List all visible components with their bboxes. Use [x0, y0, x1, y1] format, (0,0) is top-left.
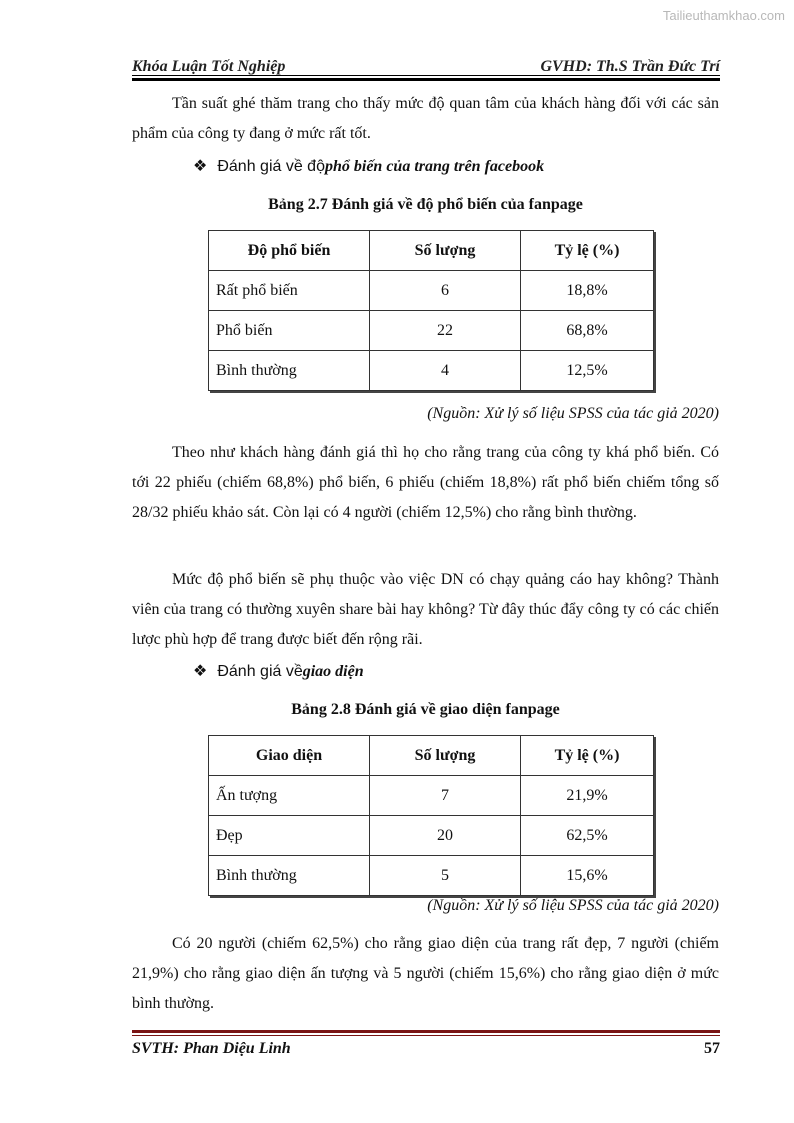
- page-footer: [132, 1040, 720, 1058]
- table-cell-label: Bình thường: [209, 856, 370, 896]
- table-cell-percent: 21,9%: [521, 776, 654, 816]
- table-cell-percent: 12,5%: [521, 351, 654, 391]
- table-header-row: [209, 231, 654, 271]
- column-header: Số lượng: [370, 736, 521, 776]
- header-advisor: GVHD: Th.S Trần Đức Trí: [540, 58, 720, 75]
- table-cell-count: 6: [370, 271, 521, 311]
- popularity-table: [208, 230, 654, 391]
- header-title: Khóa Luận Tốt Nghiệp: [132, 58, 286, 75]
- table-cell-label: Bình thường: [209, 351, 370, 391]
- column-header: Tỷ lệ (%): [521, 231, 654, 271]
- column-header: Độ phổ biến: [209, 231, 370, 271]
- paragraph-popularity-analysis: Theo như khách hàng đánh giá thì họ cho rằng trang của công ty khá phổ biến. Có tới 22 phiếu (chiếm 68,8%) phổ biến, 6 phiếu (chiếm 18,8%) rất phổ biến chiếm tổng số 28/32 phiếu khảo sát. Còn lại có 4 người (chiếm 12,5%) cho rằng bình thường.: [132, 444, 719, 521]
- paragraph-popularity-factors: Mức độ phổ biến sẽ phụ thuộc vào việc DN có chạy quảng cáo hay không? Thành viên của trang có thường xuyên share bài hay không? Từ đây thúc đẩy công ty có các chiến lược phù hợp để trang được biết đến rộng rãi.: [132, 571, 719, 648]
- table-cell-percent: 18,8%: [521, 271, 654, 311]
- table-row: [209, 271, 654, 311]
- diamond-bullet-icon: ❖: [193, 663, 208, 680]
- header-rule: [132, 75, 720, 81]
- page-number: 57: [704, 1040, 720, 1057]
- table-cell-label: Rất phổ biến: [209, 271, 370, 311]
- column-header: Tỷ lệ (%): [521, 736, 654, 776]
- column-header: Giao diện: [209, 736, 370, 776]
- page-header: [132, 50, 720, 76]
- table-cell-count: 22: [370, 311, 521, 351]
- footer-rule: [132, 1030, 720, 1036]
- table-cell-count: 5: [370, 856, 521, 896]
- bullet-lead: Đánh giá về: [217, 663, 303, 680]
- table-cell-percent: 15,6%: [521, 856, 654, 896]
- table-cell-label: Ấn tượng: [209, 776, 370, 816]
- table-row: [209, 856, 654, 896]
- table-source: (Nguồn: Xử lý số liệu SPSS của tác giả 2020): [427, 405, 719, 422]
- table-cell-count: 4: [370, 351, 521, 391]
- watermark: Tailieuthamkhao.com: [662, 8, 785, 23]
- table-cell-label: Đẹp: [209, 816, 370, 856]
- table-row: [209, 311, 654, 351]
- bullet-lead: Đánh giá về độ: [217, 158, 325, 175]
- diamond-bullet-icon: ❖: [193, 158, 208, 175]
- table-cell-count: 7: [370, 776, 521, 816]
- paragraph-visit-frequency: Tần suất ghé thăm trang cho thấy mức độ quan tâm của khách hàng đối với các sản phẩm của công ty đang ở mức rất tốt.: [132, 95, 719, 142]
- table-cell-count: 20: [370, 816, 521, 856]
- paragraph-interface-analysis: Có 20 người (chiếm 62,5%) cho rằng giao diện của trang rất đẹp, 7 người (chiếm 21,9%) cho rằng giao diện ấn tượng và 5 người (chiếm 15,6%) cho rằng giao diện ở mức bình thường.: [132, 935, 719, 1012]
- interface-table: [208, 735, 654, 896]
- table-row: [209, 816, 654, 856]
- table-source: (Nguồn: Xử lý số liệu SPSS của tác giả 2020): [427, 897, 719, 914]
- table-cell-percent: 68,8%: [521, 311, 654, 351]
- column-header: Số lượng: [370, 231, 521, 271]
- table-cell-label: Phổ biến: [209, 311, 370, 351]
- bullet-popularity: [193, 156, 544, 176]
- footer-author: SVTH: Phan Diệu Linh: [132, 1040, 291, 1057]
- table-header-row: [209, 736, 654, 776]
- table-caption: Bảng 2.8 Đánh giá về giao diện fanpage: [291, 701, 560, 718]
- bullet-interface: [193, 661, 364, 681]
- table-row: [209, 351, 654, 391]
- table-cell-percent: 62,5%: [521, 816, 654, 856]
- bullet-emphasis: phổ biến của trang trên facebook: [324, 158, 545, 175]
- bullet-emphasis: giao diện: [302, 663, 364, 680]
- table-row: [209, 776, 654, 816]
- table-caption: Bảng 2.7 Đánh giá về độ phổ biến của fanpage: [268, 196, 583, 213]
